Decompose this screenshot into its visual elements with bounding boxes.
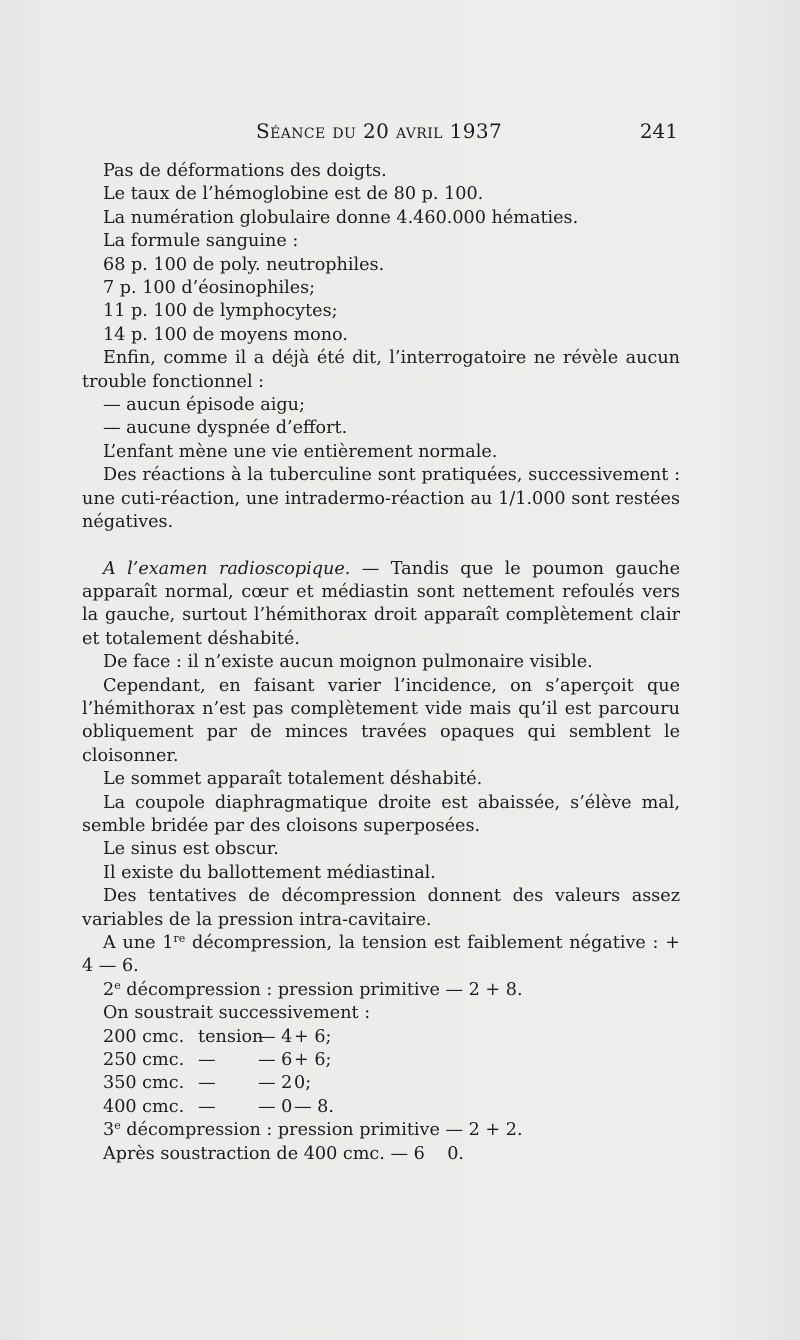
table-cell-value: — 0 [258,1096,293,1117]
header-title: Séance du 20 avril 1937 [256,119,503,143]
superscript: re [173,932,186,945]
superscript: e [114,978,121,992]
table-cell-label: — [198,1050,216,1071]
text-line [82,979,680,1002]
table-cell-volume: 200 cmc. [103,1026,185,1047]
table-cell-volume: 350 cmc. [103,1073,185,1094]
text-line: Le sinus est obscur. [103,839,279,860]
table-row [82,1049,680,1072]
paragraph: Des tentatives de décompression donnent des valeurs assez variables de la pression intra-cavitaire. [82,886,680,930]
paragraph [82,932,680,979]
paragraph-radioscopy [82,558,680,652]
text-line: Il existe du ballottement médiastinal. [103,862,436,883]
table-row [82,1072,680,1095]
paragraph-gap [82,535,680,558]
text-line: 7 p. 100 d’éosinophiles; [103,278,316,299]
table-cell-value: 0; [294,1073,312,1094]
text-line [82,1119,680,1142]
paragraph: Des réactions à la tuberculine sont pratiquées, successivement : une cuti-réaction, une intradermo-réaction au 1/1.000 sont restées négatives. [82,465,680,533]
text-line: Le sommet apparaît totalement déshabité. [103,769,483,790]
table-cell-value: — 8. [294,1096,334,1117]
paragraph: Cependant, en faisant varier l’incidence, on s’aperçoit que l’hémithorax n’est pas complètement vide mais qu’il est parcouru obliquement par de minces travées opaques qui semblent le cloisonner. [82,675,680,766]
text-line: Pas de déformations des doigts. [103,161,387,181]
paragraph-text: — Tandis que le poumon gauche apparaît normal, cœur et médiastin sont nettement refoulés vers la gauche, surtout l’hémithorax droit apparaît complètement clair et totalement déshabité. [82,558,681,649]
text-span: décompression : pression primitive — 2 + 2. [120,1120,523,1141]
text-span: décompression : pression primitive — 2 + 8. [120,979,523,1000]
text-span: A une 1 [103,933,174,953]
text-line: — aucun épisode aigu; [103,395,305,416]
running-header [82,119,678,149]
page-number: 241 [639,119,678,143]
table-cell-value: + 6; [294,1026,332,1047]
text-line: La numération globulaire donne 4.460.000 hématies. [103,207,579,228]
text-span: décompression, la tension est faiblement négative : + 4 — 6. [82,933,680,977]
superscript: e [114,1119,121,1133]
table-cell-value: — 4 [258,1026,293,1047]
paragraph: Enfin, comme il a déjà été dit, l’interrogatoire ne révèle aucun trouble fonctionnel : [82,348,680,392]
text-line: La formule sanguine : [103,231,299,252]
table-cell-label: — [198,1096,216,1117]
table-cell-value: — 6 [258,1050,293,1071]
text-line: 14 p. 100 de moyens mono. [103,324,348,345]
text-line: Après soustraction de 400 cmc. — 6 0. [103,1143,464,1164]
paragraph: La coupole diaphragmatique droite est abaissée, s’élève mal, semble bridée par des cloisons superposées. [82,792,680,836]
text-line: 68 p. 100 de poly. neutrophiles. [103,254,385,275]
text-line: — aucune dyspnée d’effort. [103,418,348,439]
text-line: On soustrait successivement : [103,1003,371,1024]
table-cell-label: — [198,1073,216,1094]
text-line: 11 p. 100 de lymphocytes; [103,301,338,322]
table-cell-value: + 6; [294,1050,332,1071]
table-row [82,1096,680,1119]
text-line: De face : il n’existe aucun moignon pulmonaire visible. [103,652,593,673]
section-label: A l’examen radioscopique. [103,558,351,579]
table-cell-volume: 250 cmc. [103,1050,185,1071]
table-cell-label: tension [198,1026,264,1047]
text-span: 3 [103,1120,115,1141]
text-line: Le taux de l’hémoglobine est de 80 p. 100. [103,184,484,205]
text-line: L’enfant mène une vie entièrement normale. [103,441,498,462]
text-span: 2 [103,979,115,1000]
table-cell-volume: 400 cmc. [103,1096,185,1117]
page-body [82,160,680,1166]
table-row [82,1026,680,1049]
table-cell-value: — 2 [258,1073,293,1094]
